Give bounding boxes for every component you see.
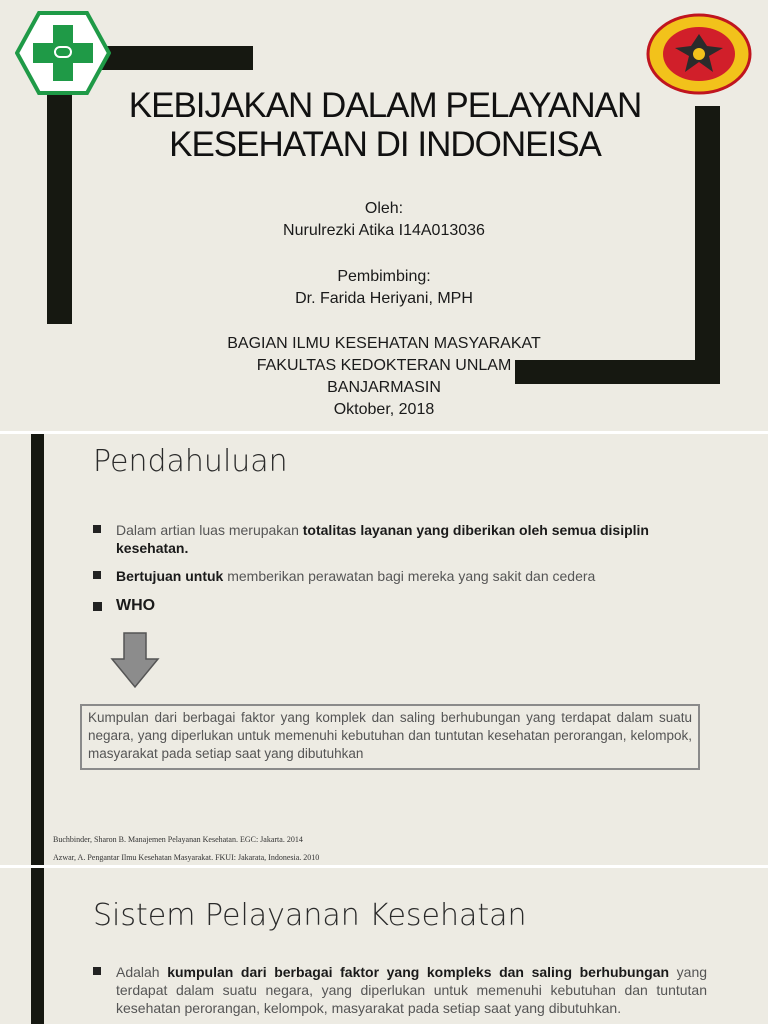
reference-1: Buchbinder, Sharon B. Manajemen Pelayanan Kesehatan. EGC: Jakarta. 2014 <box>53 835 303 844</box>
bullet-text: Adalah <box>116 964 168 980</box>
list-item <box>93 963 707 1017</box>
bullet-text: Dalam artian luas merupakan <box>116 522 303 538</box>
intro-slide <box>0 434 768 865</box>
reference-2: Azwar, A. Pengantar Ilmu Kesehatan Masyarakat. FKUI: Jakarata, Indonesia. 2010 <box>53 853 320 862</box>
city: BANJARMASIN <box>327 379 441 396</box>
bullet-emphasis: totalitas layanan yang diberikan oleh semua disiplin kesehatan. <box>116 522 649 556</box>
author-name: Nurulrezki Atika I14A013036 <box>283 222 485 239</box>
health-cross-logo <box>15 11 111 95</box>
bullet-who: WHO <box>116 597 156 614</box>
definition-box: Kumpulan dari berbagai faktor yang komplek dan saling berhubungan yang terdapat dalam suatu negara, yang diperlukan untuk memenuhi kebutuhan dan tuntutan kesehatan perorangan, kelompok, masyarakat pada setiap saat yang dibutuhkan <box>80 704 700 770</box>
bullet-text: memberikan perawatan bagi mereka yang sakit dan cedera <box>223 568 596 584</box>
title-line-1: KEBIJAKAN DALAM PELAYANAN <box>128 86 642 125</box>
institution-block <box>144 333 624 421</box>
bullet-emphasis: kumpulan dari berbagai faktor yang kompleks dan saling berhubungan <box>167 964 670 980</box>
department: BAGIAN ILMU KESEHATAN MASYARAKAT <box>227 335 541 352</box>
author-block <box>144 198 624 242</box>
frame-bar-right <box>695 106 720 384</box>
left-accent-bar <box>31 434 44 865</box>
advisor-label: Pembimbing: <box>337 268 431 285</box>
left-accent-bar <box>31 868 44 1024</box>
down-arrow-icon <box>110 631 160 689</box>
list-item <box>93 597 707 615</box>
university-seal-logo <box>645 12 753 96</box>
author-label: Oleh: <box>364 200 404 217</box>
bullet-emphasis: Bertujuan untuk <box>116 568 224 584</box>
advisor-block <box>144 266 624 310</box>
slide-heading: Pendahuluan <box>93 444 288 479</box>
date: Oktober, 2018 <box>333 401 435 418</box>
bullet-marker <box>93 967 101 975</box>
list-item <box>93 567 707 585</box>
system-slide <box>0 868 768 1024</box>
bullet-marker <box>93 602 102 611</box>
advisor-name: Dr. Farida Heriyani, MPH <box>295 290 473 307</box>
title-slide <box>0 0 768 431</box>
bullet-marker <box>93 525 101 533</box>
list-item <box>93 521 707 557</box>
faculty: FAKULTAS KEDOKTERAN UNLAM <box>256 357 512 374</box>
bullet-marker <box>93 571 101 579</box>
presentation-title <box>80 86 690 164</box>
title-line-2: KESEHATAN DI INDONEISA <box>169 125 601 164</box>
slide-heading: Sistem Pelayanan Kesehatan <box>93 898 527 933</box>
bullet-text: yang terdapat dalam suatu negara, yang diperlukan untuk memenuhi kebutuhan dan tuntutan kesehatan perorangan, kelompok, masyarakat pada setiap saat yang dibutuhkan. <box>116 964 708 1016</box>
